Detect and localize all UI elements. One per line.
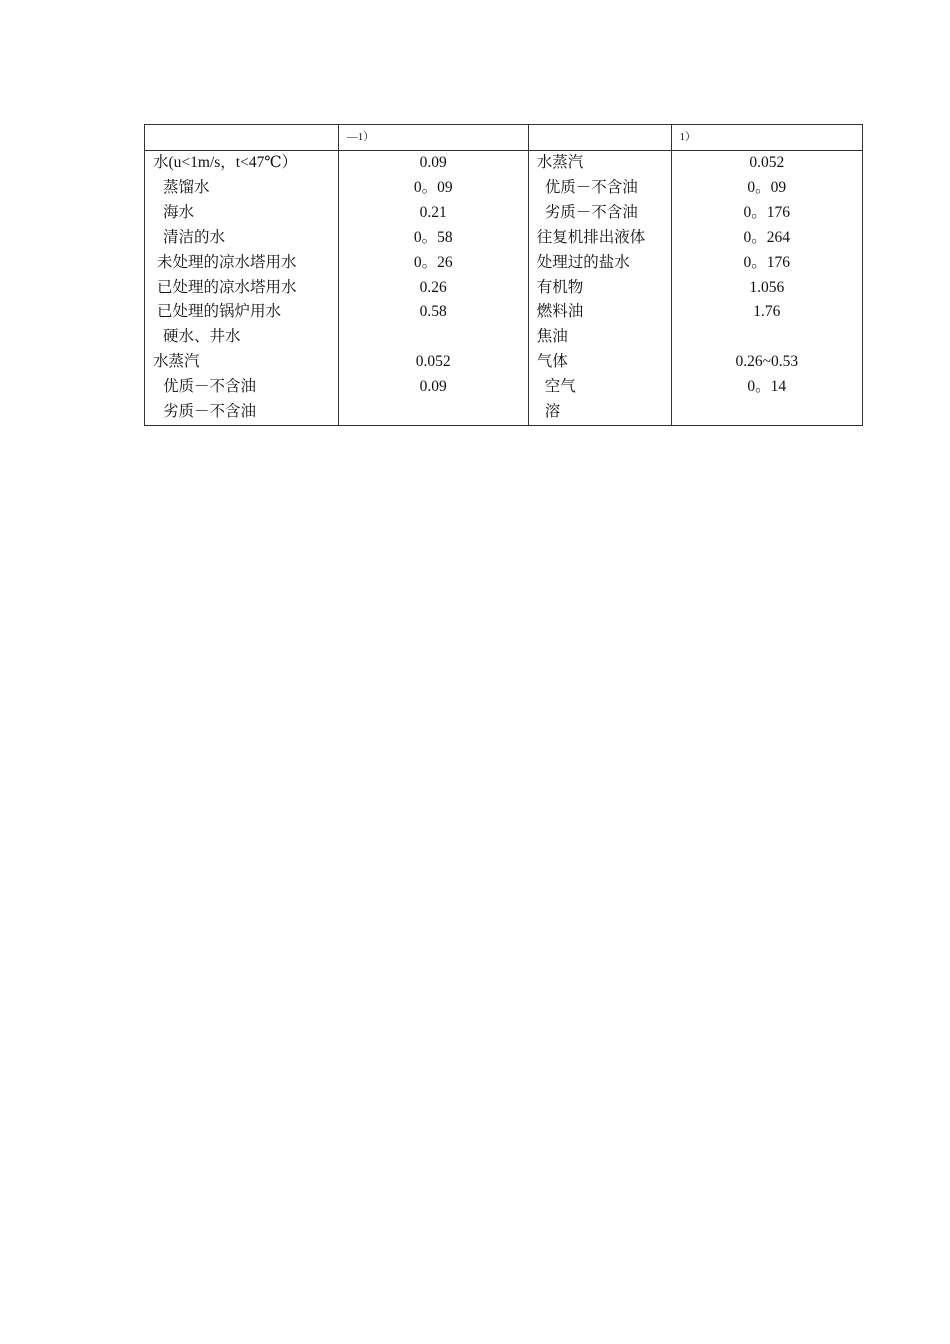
table-row [145, 325, 863, 350]
left-value-cell: 0。09 [338, 176, 528, 201]
table-row [145, 251, 863, 276]
right-medium-cell: 劣质－不含油 [528, 201, 671, 226]
left-medium-cell: 蒸馏水 [145, 176, 339, 201]
right-value-cell: 0。09 [671, 176, 862, 201]
table-row [145, 176, 863, 201]
left-value-cell: 0.26 [338, 276, 528, 301]
left-medium-cell: 未处理的凉水塔用水 [145, 251, 339, 276]
right-value-cell: 0。176 [671, 201, 862, 226]
left-value-cell: 0.21 [338, 201, 528, 226]
left-medium-cell: 硬水、井水 [145, 325, 339, 350]
left-medium-cell: 海水 [145, 201, 339, 226]
right-medium-cell: 空气 [528, 375, 671, 400]
left-medium-cell: 水蒸汽 [145, 350, 339, 375]
table-row [145, 226, 863, 251]
right-medium-cell: 溶 [528, 400, 671, 425]
right-medium-cell: 往复机排出液体 [528, 226, 671, 251]
table-row [145, 276, 863, 301]
right-value-cell: 1.76 [671, 300, 862, 325]
left-value-cell: 0。58 [338, 226, 528, 251]
right-medium-cell: 气体 [528, 350, 671, 375]
left-value-cell: 0。26 [338, 251, 528, 276]
left-medium-cell: 优质－不含油 [145, 375, 339, 400]
right-medium-cell: 燃料油 [528, 300, 671, 325]
right-value-cell: 1.056 [671, 276, 862, 301]
left-value-cell [338, 400, 528, 425]
table-row [145, 375, 863, 400]
table-row [145, 300, 863, 325]
left-value-cell: 0.09 [338, 151, 528, 176]
right-value-cell: 0。14 [671, 375, 862, 400]
fouling-resistance-table [144, 124, 863, 426]
table-row [145, 151, 863, 176]
right-value-cell: 0。176 [671, 251, 862, 276]
right-value-cell: 0。264 [671, 226, 862, 251]
table-row [145, 400, 863, 425]
left-medium-cell: 已处理的锅炉用水 [145, 300, 339, 325]
right-medium-cell: 优质－不含油 [528, 176, 671, 201]
table-row [145, 201, 863, 226]
right-value-cell: 0.26~0.53 [671, 350, 862, 375]
right-medium-cell: 水蒸汽 [528, 151, 671, 176]
right-medium-cell: 焦油 [528, 325, 671, 350]
left-value-cell: 0.052 [338, 350, 528, 375]
right-value-cell: 0.052 [671, 151, 862, 176]
right-value-cell [671, 400, 862, 425]
left-value-cell: 0.58 [338, 300, 528, 325]
left-medium-cell: 水(u<1m/s，t<47℃） [145, 151, 339, 176]
header-cell-medium-right [528, 125, 671, 151]
right-medium-cell: 有机物 [528, 276, 671, 301]
header-cell-value-left: —1） [338, 125, 528, 151]
table-header-row [145, 125, 863, 151]
header-cell-medium-left [145, 125, 339, 151]
left-medium-cell: 已处理的凉水塔用水 [145, 276, 339, 301]
header-cell-value-right: 1） [671, 125, 862, 151]
right-medium-cell: 处理过的盐水 [528, 251, 671, 276]
left-medium-cell: 劣质－不含油 [145, 400, 339, 425]
left-value-cell: 0.09 [338, 375, 528, 400]
table-row [145, 350, 863, 375]
left-value-cell [338, 325, 528, 350]
right-value-cell [671, 325, 862, 350]
left-medium-cell: 清洁的水 [145, 226, 339, 251]
